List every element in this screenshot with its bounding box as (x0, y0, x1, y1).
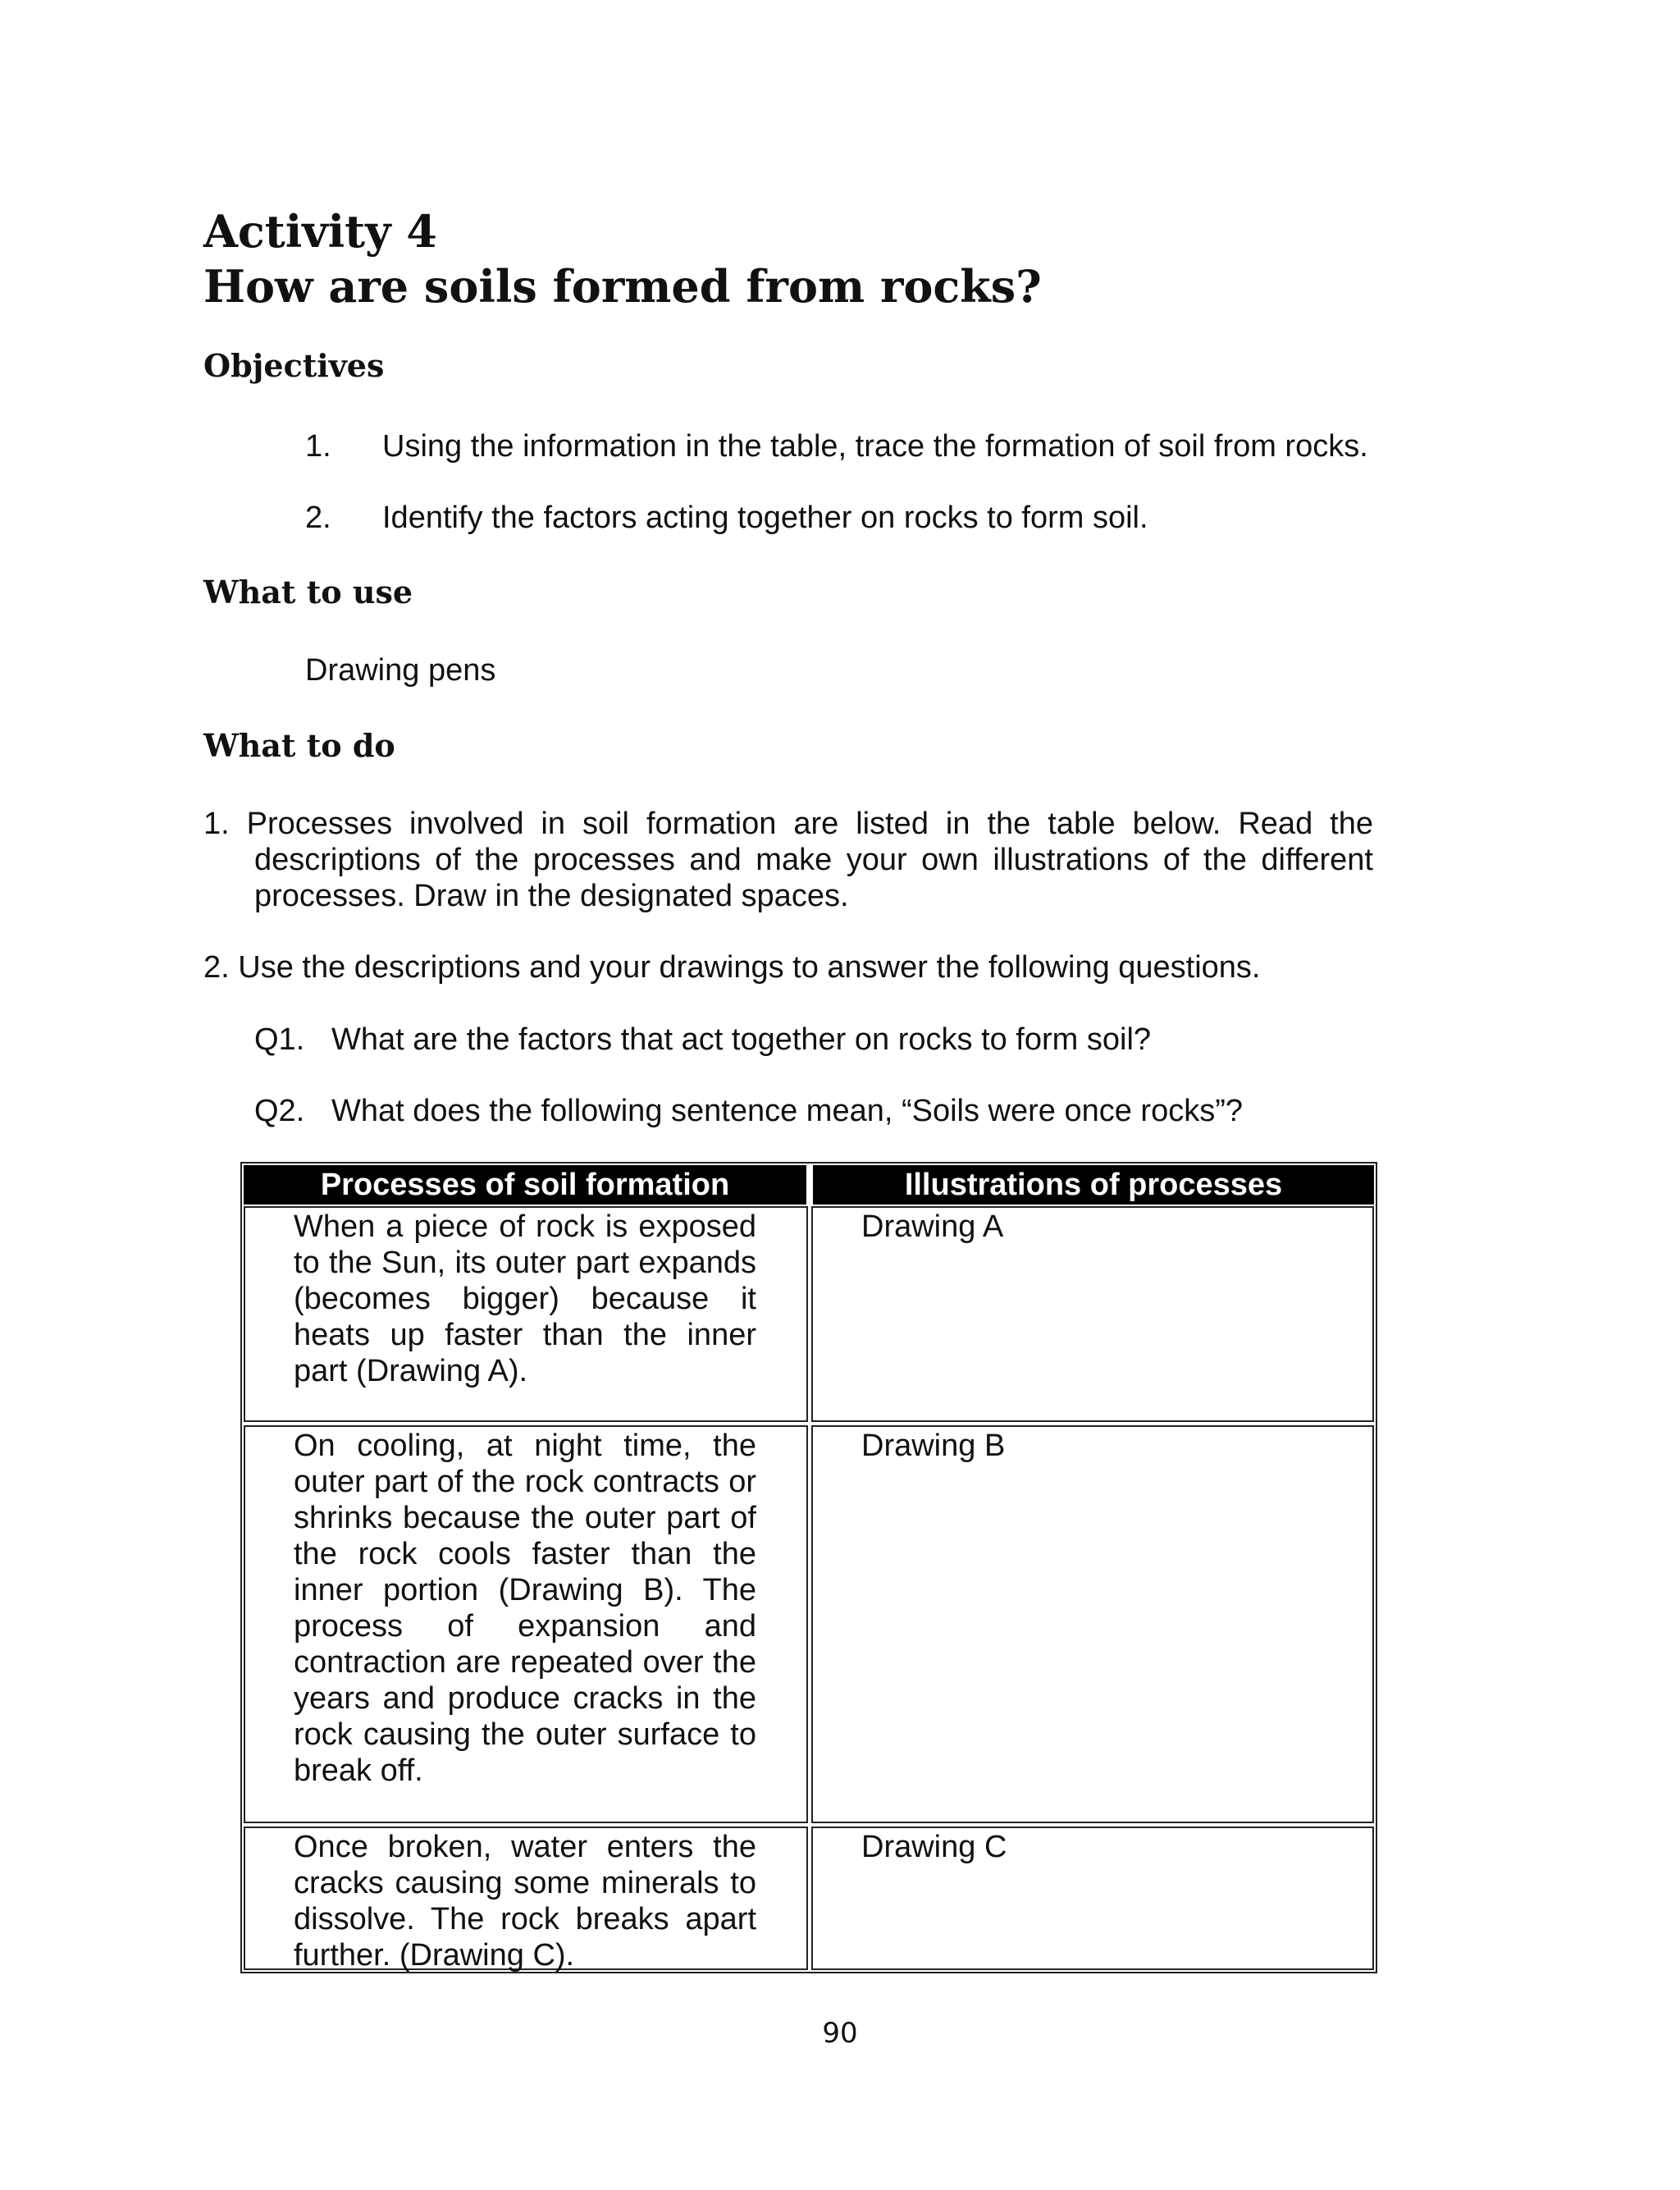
step-2: 2. Use the descriptions and your drawings to answer the following questions. (203, 950, 1261, 985)
step-1-line-2: descriptions of the processes and make your own illustrations of the different (254, 843, 1373, 877)
what-to-use-heading: What to use (203, 574, 413, 610)
table-header-illustrations: Illustrations of processes (813, 1165, 1374, 1205)
table-cell-line: the rock cools faster than the (294, 1537, 756, 1571)
table-cell-line: When a piece of rock is exposed (294, 1209, 756, 1244)
table-row-2-drawing-cell (811, 1425, 1374, 1823)
objective-1-text: Using the information in the table, trace the formation of soil from rocks. (382, 429, 1368, 464)
table-cell-line: break off. (294, 1753, 423, 1788)
page-title: How are soils formed from rocks? (203, 260, 1042, 313)
table-row-2-process-text (294, 1428, 756, 1789)
table-cell-line: heats up faster than the inner (294, 1318, 756, 1352)
materials-item: Drawing pens (305, 653, 496, 688)
table-cell-line: cracks causing some minerals to (294, 1866, 756, 1900)
table-cell-line: contraction are repeated over the (294, 1645, 756, 1680)
table-cell-line: part (Drawing A). (294, 1354, 528, 1388)
table-header-processes: Processes of soil formation (244, 1165, 806, 1205)
table-cell-line: inner portion (Drawing B). The (294, 1573, 756, 1607)
objective-2-text: Identify the factors acting together on rocks to form soil. (382, 501, 1148, 535)
table-row-1-process-text (294, 1209, 756, 1389)
activity-number: Activity 4 (203, 205, 437, 258)
drawing-b-label: Drawing B (861, 1429, 1006, 1463)
table-cell-line: outer part of the rock contracts or (294, 1465, 756, 1499)
step-1-line-1: 1. Processes involved in soil formation are listed in the table below. Read the (203, 807, 1373, 841)
table-cell-line: rock causing the outer surface to (294, 1717, 756, 1752)
table-row-3-process-text (294, 1829, 756, 1973)
table-cell-line: process of expansion and (294, 1609, 756, 1644)
drawing-a-label: Drawing A (861, 1209, 1004, 1244)
table-cell-line: On cooling, at night time, the (294, 1429, 756, 1463)
objective-2-number: 2. (305, 501, 331, 535)
table-cell-line: dissolve. The rock breaks apart (294, 1902, 756, 1936)
drawing-c-label: Drawing C (861, 1830, 1007, 1864)
table-cell-line: years and produce cracks in the (294, 1681, 756, 1716)
what-to-do-heading: What to do (203, 727, 395, 764)
question-1-number: Q1. (254, 1022, 305, 1057)
question-1-text: What are the factors that act together on rocks to form soil? (331, 1022, 1152, 1057)
page-number: 90 (822, 2017, 858, 2050)
objectives-heading: Objectives (203, 347, 385, 384)
table-cell-line: shrinks because the outer part of (294, 1501, 756, 1535)
table-cell-line: further. (Drawing C). (294, 1938, 575, 1973)
table-cell-line: Once broken, water enters the (294, 1830, 756, 1864)
question-2-number: Q2. (254, 1094, 305, 1128)
objective-1-number: 1. (305, 429, 331, 464)
table-cell-line: to the Sun, its outer part expands (294, 1246, 756, 1280)
table-cell-line: (becomes bigger) because it (294, 1282, 756, 1316)
step-1-line-3: processes. Draw in the designated spaces. (254, 879, 849, 913)
question-2-text: What does the following sentence mean, “Soils were once rocks”? (331, 1094, 1243, 1128)
